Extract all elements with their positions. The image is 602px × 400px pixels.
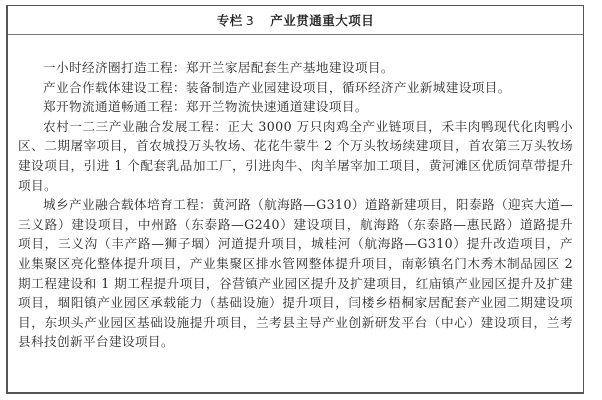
paragraph-industrial-cooperation: 产业合作载体建设工程：装备制造产业园建设项目，循环经济产业新城建设项目。 (43, 79, 511, 95)
paragraph-one-hour-economic-circle: 一小时经济圈打造工程：郑开兰家居配套生产基地建设项目。 (43, 60, 394, 75)
box-body (8, 35, 583, 352)
paragraph-logistics-channel: 郑开物流通道畅通工程：郑开兰物流快速通道建设项目。 (43, 99, 368, 115)
paragraph-rural-industry-integration: 农村一二三产业融合发展工程：正大 3000 万只肉鸡全产业链项目，禾丰肉鸭现代化肉鸭小区、二期屠宰项目，首农城投万头牧场、花花牛蒙牛 2 个万头牧场续建项目，首农第三万头牧场建设项目，引进 1 个配套乳品加工厂，引进肉牛、肉羊屠宰加工项目，黄河滩区优质饲草带提升项目。 (18, 118, 573, 193)
feature-box (6, 5, 584, 394)
box-title-number: 3 (245, 12, 255, 28)
paragraph-urban-rural-carrier: 城乡产业融合载体培育工程：黄河路（航海路—G310）道路新建项目，阳泰路（迎宾大道—三义路）建设项目，中州路（东泰路—G240）建设项目，航海路（东泰路—惠民路）道路提升项目，三义沟（丰产路—狮子堌）河道提升项目，城桂河（航海路—G310）提升改造项目，产业集聚区亮化整体提升项目，产业集聚区排水管网整体提升项目，南彰镇名门木秀木制品园区 2 期工程建设和 1 期工程提升项目，谷营镇产业园区提升及扩建项目，红庙镇产业园区提升及扩建项目，堌阳镇产业园区承载能力（基础设施）提升项目，闫楼乡梧桐家居配套产业园二期建设项目，东坝头产业园区基础设施提升项目，兰考县主导产业创新研发平台（中心）建设项目，兰考县科技创新平台建设项目。 (18, 197, 573, 350)
box-title: 产业贯通重大项目 (270, 13, 375, 28)
box-header (8, 6, 583, 35)
box-title-prefix: 专栏 (216, 13, 243, 28)
